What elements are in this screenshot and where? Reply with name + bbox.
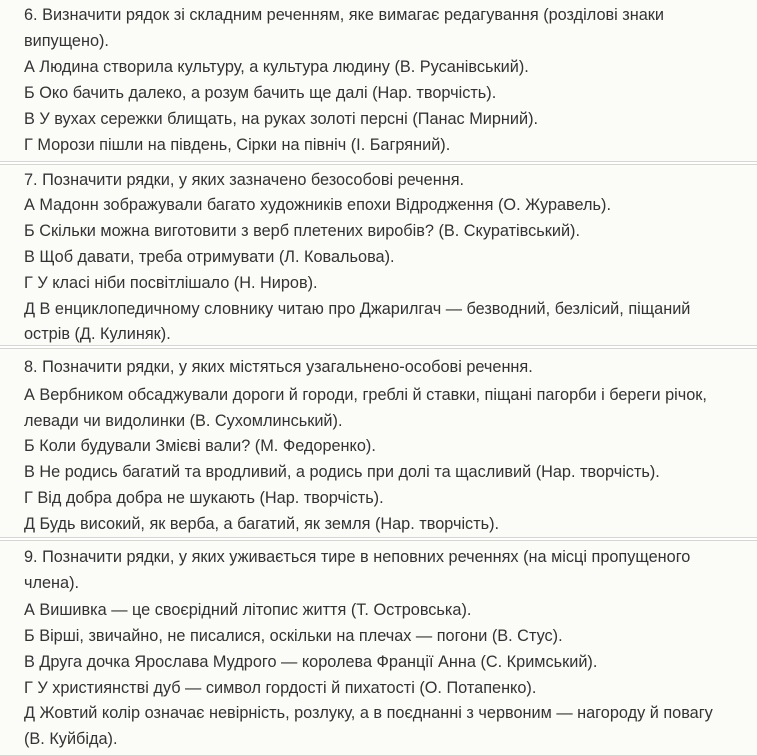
question-8-option-d: Г Від добра добра не шукають (Нар. творчість). — [24, 489, 384, 507]
question-7-option-c: В Щоб давати, треба отримувати (Л. Ковальова). — [24, 248, 395, 266]
question-8-block — [0, 348, 757, 538]
question-7-option-d: Г У класі ніби посвітлішало (Н. Ниров). — [24, 274, 318, 292]
question-7-block — [0, 164, 757, 346]
question-6-prompt: 6. Визначити рядок зі складним реченням, яке вимагає редагування (розділові знаки — [24, 6, 665, 24]
question-9-option-b: Б Вірші, звичайно, не писалися, оскільки на плечах — погони (В. Стус). — [24, 627, 563, 645]
question-9-block — [0, 540, 757, 756]
question-6-prompt-cont: випущено). — [24, 32, 109, 50]
question-8-option-e: Д Будь високий, як верба, а багатий, як земля (Нар. творчість). — [24, 515, 500, 533]
question-7-option-e: Д В енциклопедичному словнику читаю про Джарилгач — безводний, безлісий, піщаний — [24, 300, 691, 318]
question-6-option-a: А Людина створила культуру, а культура людину (В. Русанівський). — [24, 58, 529, 76]
question-8-option-c: В Не родись багатий та вродливий, а родись при долі та щасливий (Нар. творчість). — [24, 463, 660, 481]
question-7-option-b: Б Скільки можна виготовити з верб плетених виробів? (В. Скуратівський). — [24, 222, 580, 240]
question-9-option-e-cont: (В. Куйбіда). — [24, 730, 118, 748]
question-9-prompt-cont: члена). — [24, 574, 80, 592]
question-6-option-c: В У вухах сережки блищать, на руках золоті персні (Панас Мирний). — [24, 110, 539, 128]
question-7-prompt: 7. Позначити рядки, у яких зазначено безособові речення. — [24, 171, 465, 189]
question-8-option-a: А Вербником обсаджували дороги й городи, греблі й ставки, піщані пагорби і береги річок, — [24, 386, 707, 404]
question-9-option-a: А Вишивка — це своєрідний літопис життя (Т. Островська). — [24, 601, 472, 619]
question-9-option-c: В Друга дочка Ярослава Мудрого — королева Франції Анна (С. Кримський). — [24, 653, 598, 671]
question-7-option-a: А Мадонн зображували багато художників епохи Відродження (О. Журавель). — [24, 196, 611, 214]
question-9-prompt: 9. Позначити рядки, у яких уживається тире в неповних реченнях (на місці пропущеного — [24, 548, 691, 566]
question-6-option-b: Б Око бачить далеко, а розум бачить ще далі (Нар. творчість). — [24, 84, 497, 102]
question-6-block — [0, 0, 757, 162]
question-7-option-e-cont: острів (Д. Кулиняк). — [24, 325, 171, 343]
question-9-option-e: Д Жовтий колір означає невірність, розлуку, а в поєднанні з червоним — нагороду й повагу — [24, 704, 713, 722]
question-8-option-b: Б Коли будували Змієві вали? (М. Федоренко). — [24, 437, 376, 455]
question-8-prompt: 8. Позначити рядки, у яких містяться узагальнено-особові речення. — [24, 358, 533, 376]
question-9-option-d: Г У християнстві дуб — символ гордості й пихатості (О. Потапенко). — [24, 679, 537, 697]
question-6-option-d: Г Морози пішли на південь, Сірки на північ (І. Багряний). — [24, 136, 451, 154]
question-8-option-a-cont: левади чи видолинки (В. Сухомлинський). — [24, 412, 343, 430]
